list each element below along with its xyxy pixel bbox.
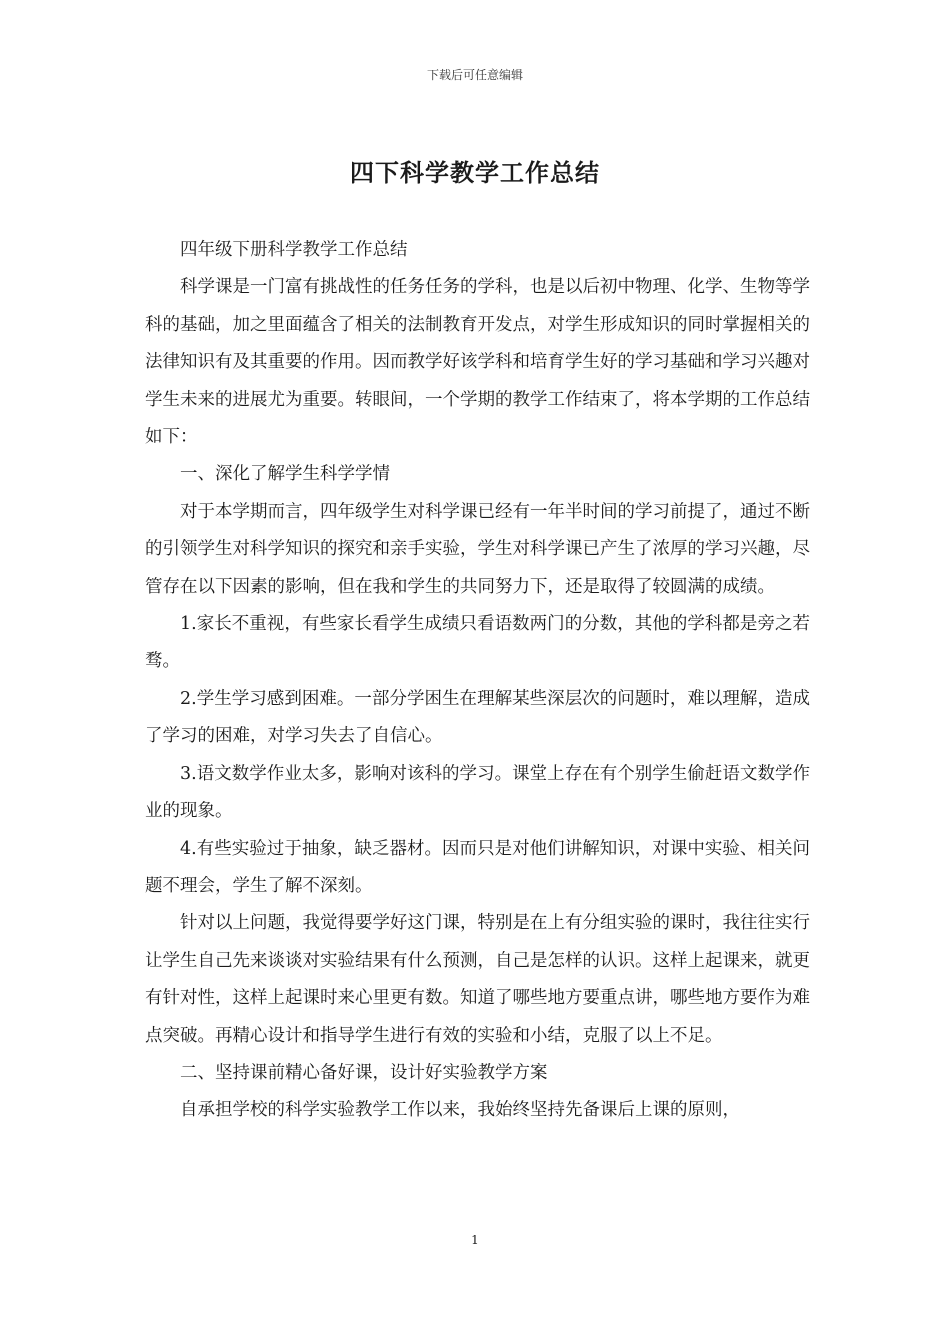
document-body bbox=[145, 232, 810, 1130]
page-number: 1 bbox=[471, 1233, 479, 1247]
list-item: 3.语文数学作业太多，影响对该科的学习。课堂上存在有个别学生偷赶语文数学作业的现象。 bbox=[145, 763, 810, 822]
section-heading-2: 二、坚持课前精心备好课，设计好实验教学方案 bbox=[180, 1062, 548, 1083]
list-item: 1.家长不重视，有些家长看学生成绩只看语数两门的分数，其他的学科都是旁之若骛。 bbox=[145, 614, 810, 672]
paragraph-subtitle: 四年级下册科学教学工作总结 bbox=[180, 240, 408, 260]
paragraph: 针对以上问题，我觉得要学好这门课，特别是在上有分组实验的课时，我往往实行让学生自己先来谈谈对实验结果有什么预测，自己是怎样的认识。这样上起课来，就更有针对性，这样上起课时来心里更有数。知道了哪些地方要重点讲，哪些地方要作为难点突破。再精心设计和指导学生进行有效的实验和小结，克服了以上不足。 bbox=[145, 913, 810, 1046]
header-note: 下载后可任意编辑 bbox=[426, 68, 523, 82]
list-item: 2.学生学习感到困难。一部分学困生在理解某些深层次的问题时，难以理解，造成了学习的困难，对学习失去了自信心。 bbox=[145, 688, 810, 747]
document-title: 四下科学教学工作总结 bbox=[350, 158, 600, 187]
paragraph-intro: 科学课是一门富有挑战性的任务任务的学科，也是以后初中物理、化学、生物等学科的基础，加之里面蕴含了相关的法制教育开发点，对学生形成知识的同时掌握相关的法律知识有及其重要的作用。因而教学好该学科和培育学生好的学习基础和学习兴趣对学生未来的进展尤为重要。转眼间，一个学期的教学工作结束了，将本学期的工作总结如下： bbox=[145, 277, 810, 448]
paragraph: 自承担学校的科学实验教学工作以来，我始终坚持先备课后上课的原则， bbox=[180, 1100, 740, 1121]
section-heading-1: 一、深化了解学生科学学情 bbox=[180, 464, 390, 485]
list-item: 4.有些实验过于抽象，缺乏器材。因而只是对他们讲解知识，对课中实验、相关问题不理会，学生了解不深刻。 bbox=[145, 838, 810, 896]
paragraph: 对于本学期而言，四年级学生对科学课已经有一年半时间的学习前提了，通过不断的引领学生对科学知识的探究和亲手实验，学生对科学课已产生了浓厚的学习兴趣，尽管存在以下因素的影响，但在我和学生的共同努力下，还是取得了较圆满的成绩。 bbox=[145, 501, 810, 597]
